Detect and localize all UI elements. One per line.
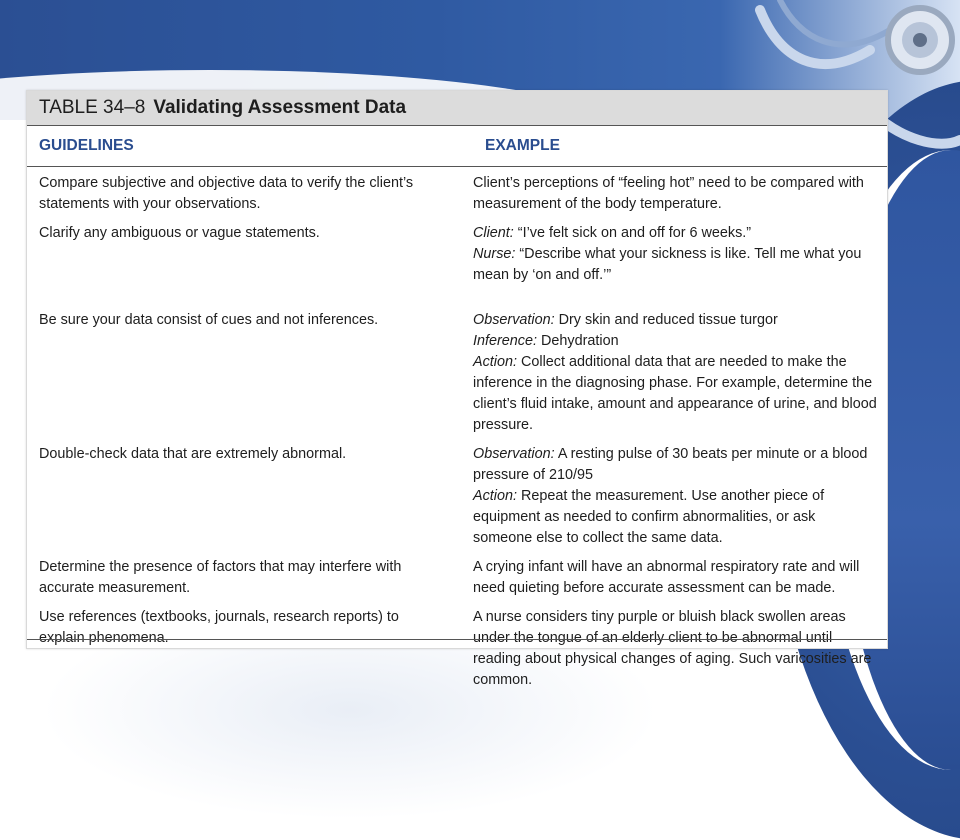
- example-text: Dry skin and reduced tissue turgor: [558, 312, 778, 328]
- example-text: A nurse considers tiny purple or bluish black swollen areas under the tongue of an elderly client to be abnormal until reading about physical changes of aging. Such varicosities are common.: [473, 609, 872, 688]
- example-line: [473, 352, 877, 436]
- example-text: “I’ve felt sick on and off for 6 weeks.”: [517, 225, 752, 241]
- example-cell: [461, 557, 887, 599]
- header-example: EXAMPLE: [485, 137, 560, 154]
- example-label: Action:: [473, 354, 517, 370]
- header-guidelines: GUIDELINES: [39, 137, 134, 154]
- guideline-cell: Double-check data that are extremely abnormal.: [39, 446, 347, 462]
- table-title-bar: [27, 91, 887, 125]
- example-label: Observation:: [473, 312, 555, 328]
- table-row: [27, 223, 887, 286]
- example-line: [473, 607, 877, 691]
- example-label: Nurse:: [473, 246, 516, 262]
- guideline-cell: Compare subjective and objective data to verify the client’s statements with your observations.: [39, 175, 414, 212]
- guideline-cell: Use references (textbooks, journals, research reports) to explain phenomena.: [39, 609, 399, 646]
- table-row: [27, 173, 887, 215]
- example-line: [473, 310, 877, 331]
- example-label: Action:: [473, 488, 517, 504]
- guideline-cell: Be sure your data consist of cues and not inferences.: [39, 312, 379, 328]
- guideline-cell: Clarify any ambiguous or vague statements.: [39, 225, 320, 241]
- table-row: [27, 310, 887, 436]
- example-text: Collect additional data that are needed to make the inference in the diagnosing phase. For example, determine the client’s fluid intake, amount and appearance of urine, and blood pressure.: [473, 354, 877, 433]
- example-cell: [461, 607, 887, 691]
- example-line: [473, 244, 877, 286]
- table-number: TABLE 34–8: [39, 97, 146, 118]
- table-row: [27, 444, 887, 549]
- example-text: A resting pulse of 30 beats per minute or a blood pressure of 210/95: [473, 446, 868, 483]
- example-label: Inference:: [473, 333, 537, 349]
- table-body: [27, 167, 887, 691]
- example-cell: [461, 310, 887, 436]
- table-row: [27, 607, 887, 691]
- example-line: [473, 331, 877, 352]
- example-cell: [461, 223, 887, 286]
- column-headers: [27, 125, 887, 167]
- guideline-cell: Determine the presence of factors that may interfere with accurate measurement.: [39, 559, 402, 596]
- assessment-table: [26, 90, 888, 688]
- example-text: A crying infant will have an abnormal respiratory rate and will need quieting before accurate assessment can be made.: [473, 559, 860, 596]
- example-line: [473, 223, 877, 244]
- example-line: [473, 486, 877, 549]
- example-text: Repeat the measurement. Use another piece of equipment as needed to confirm abnormalities, or ask someone else to collect the same data.: [473, 488, 825, 546]
- example-text: Client’s perceptions of “feeling hot” need to be compared with measurement of the body temperature.: [473, 175, 864, 212]
- example-line: [473, 444, 877, 486]
- example-line: [473, 557, 877, 599]
- table-title: Validating Assessment Data: [153, 97, 407, 118]
- example-text: “Describe what your sickness is like. Tell me what you mean by ‘on and off.’”: [473, 246, 862, 283]
- example-cell: [461, 444, 887, 549]
- table-row: [27, 557, 887, 599]
- example-label: Client:: [473, 225, 514, 241]
- example-line: [473, 173, 877, 215]
- example-cell: [461, 173, 887, 215]
- table-bottom-rule: [27, 639, 887, 640]
- example-label: Observation:: [473, 446, 555, 462]
- example-text: Dehydration: [541, 333, 619, 349]
